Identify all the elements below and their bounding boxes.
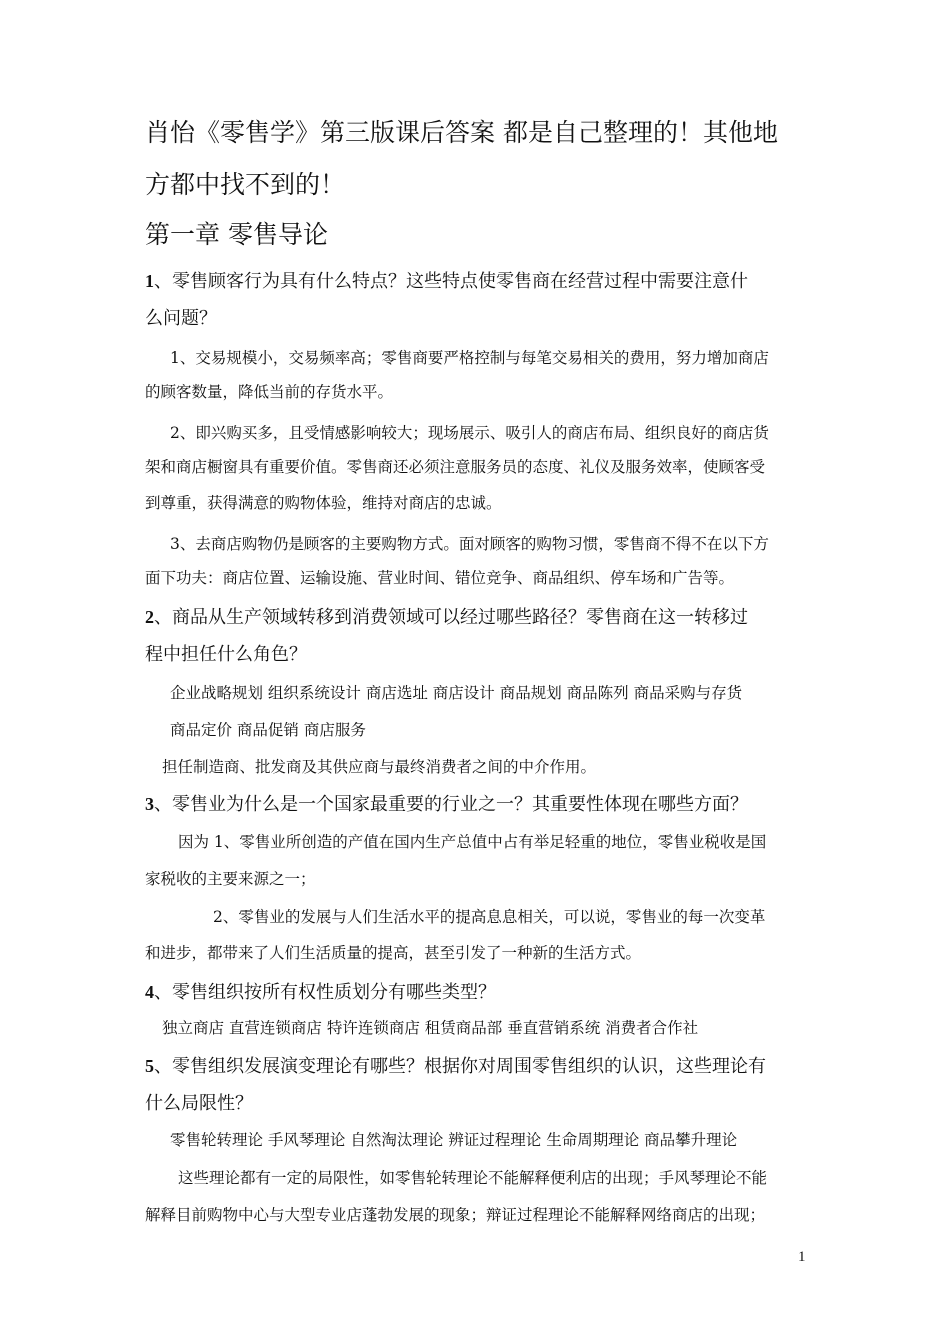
answer-5-line-3: 解释目前购物中心与大型专业店蓬勃发展的现象；辩证过程理论不能解释网络商店的出现； <box>145 1206 766 1224</box>
answer-1-line-5: 到尊重，获得满意的购物体验，维持对商店的忠诚。 <box>145 494 502 512</box>
question-3-line-1 <box>145 795 748 814</box>
answer-2-line-1: 企业战略规划 组织系统设计 商店选址 商店设计 商品规划 商品陈列 商品采购与存货 <box>170 684 743 702</box>
chapter-heading: 第一章 零售导论 <box>145 220 328 249</box>
answer-2-line-3: 担任制造商、批发商及其供应商与最终消费者之间的中介作用。 <box>162 758 597 776</box>
answer-5-line-2: 这些理论都有一定的局限性，如零售轮转理论不能解释便利店的出现；手风琴理论不能 <box>178 1169 768 1187</box>
answer-3-line-1: 因为 1、零售业所创造的产值在国内生产总值中占有举足轻重的地位，零售业税收是国 <box>178 833 767 851</box>
question-1-line-1 <box>145 272 748 291</box>
question-1-text: 、零售顾客行为具有什么特点？这些特点使零售商在经营过程中需要注意什 <box>154 271 748 292</box>
question-5-line-2: 什么局限性？ <box>145 1093 253 1114</box>
answer-3-line-4: 和进步，都带来了人们生活质量的提高，甚至引发了一种新的生活方式。 <box>145 944 642 962</box>
question-3-number: 3 <box>145 794 154 814</box>
answer-1-line-7: 面下功夫：商店位置、运输设施、营业时间、错位竞争、商品组织、停车场和广告等。 <box>145 569 735 587</box>
answer-1-line-6: 3、去商店购物仍是顾客的主要购物方式。面对顾客的购物习惯，零售商不得不在以下方 <box>170 535 769 553</box>
answer-5-line-1: 零售轮转理论 手风琴理论 自然淘汰理论 辨证过程理论 生命周期理论 商品攀升理论 <box>170 1131 738 1149</box>
page-number: 1 <box>798 1249 806 1265</box>
question-2-number: 2 <box>145 607 154 627</box>
document-title-line-1: 肖怡《零售学》第三版课后答案 都是自己整理的！其他地 <box>145 118 778 147</box>
question-4-text: 、零售组织按所有权性质划分有哪些类型？ <box>154 982 496 1003</box>
question-1-number: 1 <box>145 271 154 291</box>
question-4-number: 4 <box>145 982 154 1002</box>
question-2-line-1 <box>145 608 748 627</box>
question-5-text: 、零售组织发展演变理论有哪些？根据你对周围零售组织的认识，这些理论有 <box>154 1056 766 1077</box>
answer-2-line-2: 商品定价 商品促销 商店服务 <box>170 721 366 739</box>
question-2-text: 、商品从生产领域转移到消费领域可以经过哪些路径？零售商在这一转移过 <box>154 607 748 628</box>
answer-1-line-2: 的顾客数量，降低当前的存货水平。 <box>145 383 394 401</box>
answer-1-line-4: 架和商店橱窗具有重要价值。零售商还必须注意服务员的态度、礼仪及服务效率，使顾客受 <box>145 458 766 476</box>
question-5-line-1 <box>145 1057 766 1076</box>
question-2-line-2: 程中担任什么角色？ <box>145 644 307 665</box>
answer-3-line-3: 2、零售业的发展与人们生活水平的提高息息相关，可以说，零售业的每一次变革 <box>213 908 766 926</box>
document-title-line-2: 方都中找不到的！ <box>145 170 346 199</box>
answer-4-line-1: 独立商店 直营连锁商店 特许连锁商店 租赁商品部 垂直营销系统 消费者合作社 <box>162 1019 699 1037</box>
question-3-text: 、零售业为什么是一个国家最重要的行业之一？其重要性体现在哪些方面？ <box>154 794 748 815</box>
answer-1-line-3: 2、即兴购买多，且受情感影响较大；现场展示、吸引人的商店布局、组织良好的商店货 <box>170 424 769 442</box>
answer-3-line-2: 家税收的主要来源之一； <box>145 870 316 888</box>
question-1-line-2: 么问题？ <box>145 308 217 329</box>
question-5-number: 5 <box>145 1056 154 1076</box>
question-4-line-1 <box>145 983 496 1002</box>
answer-1-line-1: 1、交易规模小，交易频率高；零售商要严格控制与每笔交易相关的费用，努力增加商店 <box>170 349 769 367</box>
